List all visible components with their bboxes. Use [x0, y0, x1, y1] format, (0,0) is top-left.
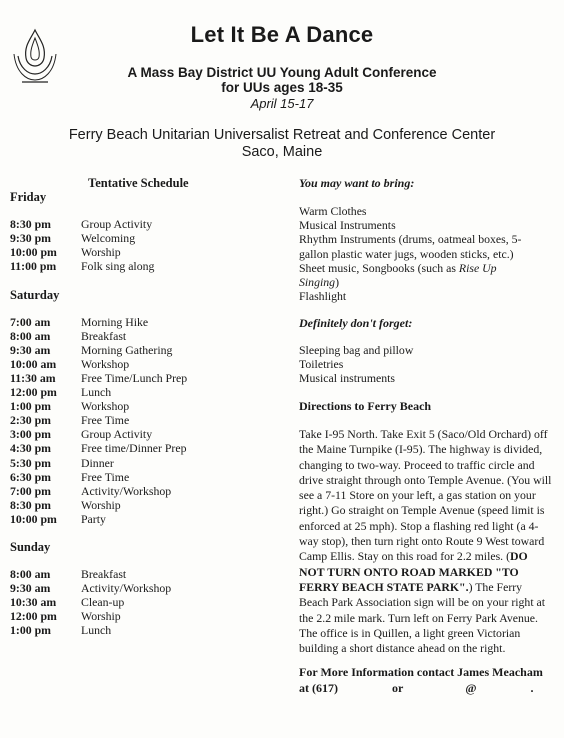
contact-line-2 — [299, 680, 554, 696]
schedule-row — [10, 595, 290, 609]
event-name: Breakfast — [81, 567, 127, 581]
schedule-row — [10, 484, 290, 498]
event-name: Welcoming — [81, 231, 136, 246]
schedule-row — [10, 315, 290, 329]
subtitle-line-1: A Mass Bay District UU Young Adult Conference — [127, 65, 437, 80]
event-name: Worship — [81, 497, 121, 512]
event-name: Worship — [81, 245, 121, 260]
event-time: 9:30 am — [10, 343, 51, 358]
schedule-row — [10, 567, 290, 581]
contact-line-1: For More Information contact James Meacham — [299, 665, 543, 679]
schedule-row — [10, 623, 290, 637]
sheet-music-close: ) — [335, 275, 339, 290]
event-name: Free Time/Lunch Prep — [81, 371, 188, 386]
schedule-row — [10, 399, 290, 413]
event-time: 11:00 pm — [10, 259, 57, 274]
schedule-row — [10, 581, 290, 595]
event-time: 12:00 pm — [10, 385, 57, 400]
event-time: 2:30 pm — [10, 413, 51, 428]
event-time: 10:00 pm — [10, 245, 57, 260]
contact-dot: . — [530, 681, 534, 695]
schedule-row — [10, 343, 290, 357]
event-time: 12:00 pm — [10, 609, 57, 624]
event-name: Lunch — [81, 623, 112, 638]
event-name: Folk sing along — [81, 259, 155, 274]
event-name: Workshop — [81, 399, 130, 414]
venue — [0, 127, 564, 161]
schedule-row — [10, 441, 290, 455]
bring-list — [299, 204, 554, 303]
event-name: Free time/Dinner Prep — [81, 441, 187, 456]
directions-part-1: Take I-95 North. Take Exit 5 (Saco/Old Orchard) off the Maine Turnpike (I-95). The highway is divided, changing to two-way. Proceed to traffic circle and drive straight through onto Temple Avenue. (You will see a 7-11 Store on your left, a gas station on your right.) Go straight on Temple Avenue (speed limit is enforced at 25 mph). Stop a flashing red light (a 4-way stop), then turn right onto Route 9 West toward Camp Ellis. Stay on this road for 2.2 miles. ( — [299, 427, 552, 564]
event-name: Clean-up — [81, 595, 125, 610]
schedule-heading: Tentative Schedule — [88, 176, 189, 190]
schedule-row — [10, 427, 290, 441]
list-item: Flashlight — [299, 289, 347, 304]
event-time: 6:30 pm — [10, 469, 51, 484]
event-name: Free Time — [81, 413, 130, 428]
schedule-row — [10, 470, 290, 484]
day-heading: Saturday — [10, 288, 60, 302]
list-item: gallon plastic water jugs, wooden sticks, etc.) — [299, 246, 514, 261]
dont-forget-heading: Definitely don't forget: — [299, 316, 413, 330]
contact-or: or — [392, 681, 404, 695]
directions-section — [299, 399, 554, 414]
event-name: Lunch — [81, 385, 112, 400]
event-time: 10:00 am — [10, 357, 57, 372]
event-name: Activity/Workshop — [81, 483, 172, 498]
event-name: Morning Hike — [81, 315, 149, 329]
event-name: Party — [81, 511, 106, 526]
contact-info — [299, 664, 554, 696]
subtitle-line-2: for UUs ages 18-35 — [221, 80, 343, 95]
list-item: Musical instruments — [299, 371, 396, 386]
contact-at: @ — [465, 681, 477, 695]
schedule-row — [10, 357, 290, 371]
contact-phone-prefix: at (617) — [299, 681, 338, 695]
event-time: 9:30 am — [10, 581, 51, 596]
schedule-row — [10, 512, 290, 526]
event-time: 7:00 am — [10, 315, 51, 329]
bring-heading: You may want to bring: — [299, 176, 415, 190]
list-item: Rhythm Instruments (drums, oatmeal boxes, 5- — [299, 232, 522, 247]
schedule-row — [10, 609, 290, 623]
event-name: Worship — [81, 609, 121, 624]
conference-date: April 15-17 — [250, 96, 314, 111]
event-time: 5:30 pm — [10, 455, 51, 470]
event-name: Free Time — [81, 469, 130, 484]
list-item-sheet-music-cont — [299, 275, 554, 289]
list-item: Toiletries — [299, 357, 344, 372]
event-name: Morning Gathering — [81, 343, 173, 358]
event-time: 8:30 pm — [10, 497, 51, 512]
event-time: 8:30 pm — [10, 217, 51, 231]
schedule-row — [10, 231, 290, 245]
directions-warning: DO NOT TURN ONTO ROAD MARKED "TO FERRY BEACH STATE PARK". — [299, 549, 528, 594]
bring-section — [299, 176, 554, 191]
event-name: Group Activity — [81, 217, 153, 231]
sheet-music-text: Sheet music, Songbooks (such as — [299, 260, 459, 275]
event-name: Workshop — [81, 357, 130, 372]
event-time: 3:00 pm — [10, 427, 51, 442]
schedule-row — [10, 385, 290, 399]
event-name: Group Activity — [81, 427, 153, 442]
event-time: 9:30 pm — [10, 231, 51, 246]
event-time: 7:00 pm — [10, 483, 51, 498]
directions-text — [299, 427, 554, 656]
day-heading: Friday — [10, 190, 47, 204]
schedule-row — [10, 456, 290, 470]
dont-forget-section — [299, 316, 554, 331]
event-name: Dinner — [81, 455, 114, 470]
day-heading: Sunday — [10, 540, 51, 554]
venue-name: Ferry Beach Unitarian Universalist Retreat and Conference Center — [68, 127, 496, 143]
schedule-row — [10, 371, 290, 385]
event-name: Activity/Workshop — [81, 581, 172, 596]
conference-subtitle — [0, 65, 564, 95]
event-time: 8:00 am — [10, 329, 51, 344]
event-time: 8:00 am — [10, 567, 51, 581]
event-time: 1:00 pm — [10, 399, 51, 414]
event-time: 11:30 am — [10, 371, 56, 386]
list-item: Musical Instruments — [299, 218, 396, 233]
event-time: 4:30 pm — [10, 441, 51, 456]
dont-forget-list — [299, 343, 554, 386]
event-name: Breakfast — [81, 329, 127, 344]
schedule-row — [10, 245, 290, 259]
list-item: Sleeping bag and pillow — [299, 343, 414, 357]
page-title: Let It Be A Dance — [190, 22, 374, 47]
event-time: 1:00 pm — [10, 623, 51, 638]
list-item: Warm Clothes — [299, 204, 367, 218]
songbook-title-cont: Singing — [299, 275, 336, 290]
schedule-row — [10, 329, 290, 343]
venue-location: Saco, Maine — [241, 144, 323, 160]
list-item-sheet-music — [299, 261, 554, 275]
songbook-title: Rise Up — [458, 260, 497, 275]
event-time: 10:30 am — [10, 595, 57, 610]
schedule-row — [10, 259, 290, 273]
schedule-row — [10, 413, 290, 427]
schedule-row — [10, 498, 290, 512]
directions-part-2: ) The Ferry Beach Park Association sign will be on your right at the 2.2 mile mark. Turn left on Ferry Park Avenue. The office is in Quillen, a light green Victorian building a short distance ahead on the right. — [299, 579, 546, 656]
directions-heading: Directions to Ferry Beach — [299, 399, 432, 413]
schedule-row — [10, 217, 290, 231]
event-time: 10:00 pm — [10, 511, 57, 526]
